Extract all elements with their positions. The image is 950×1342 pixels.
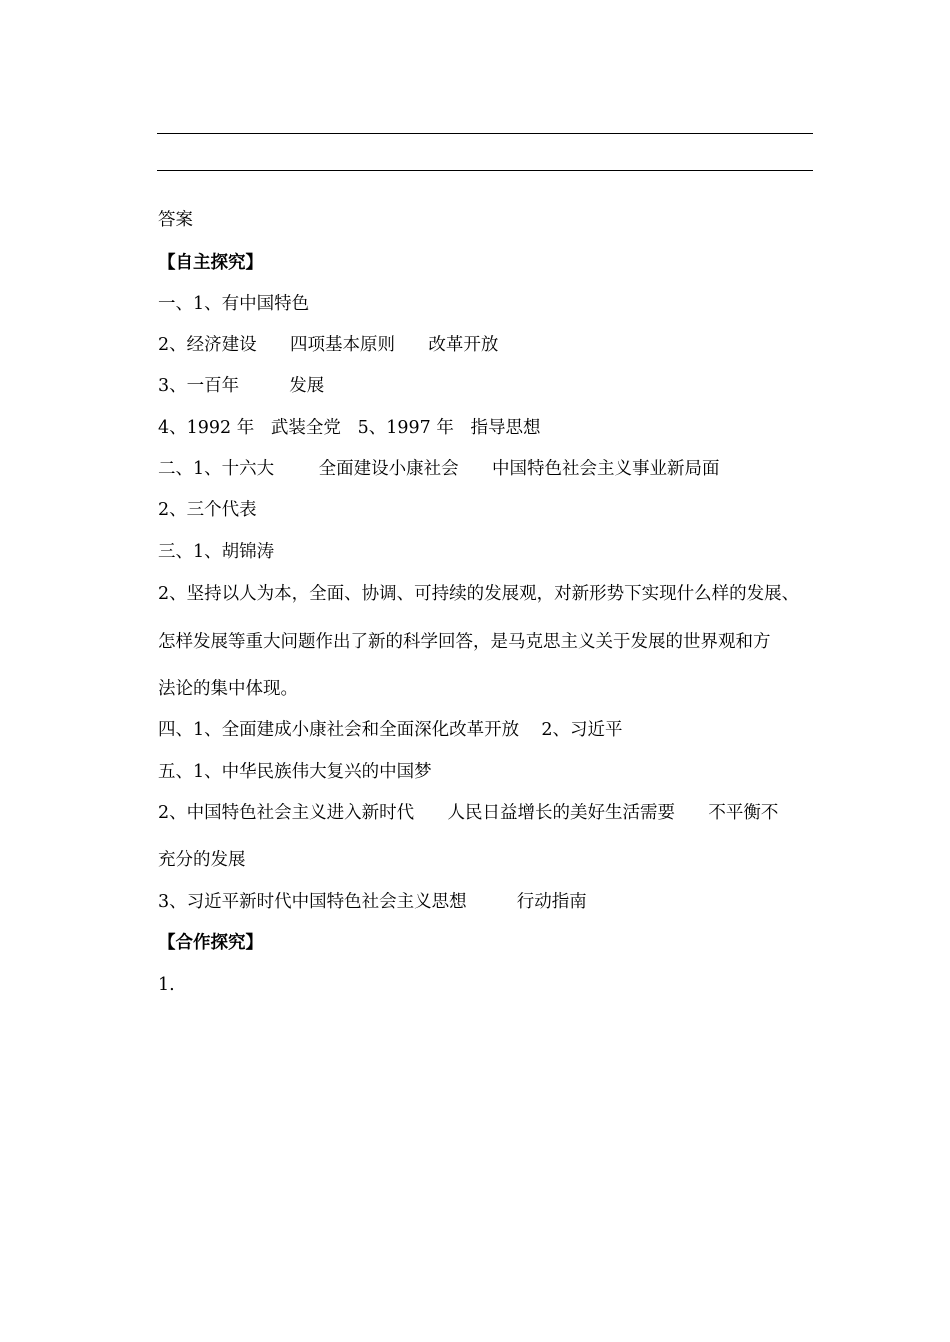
answer-line: 二、1、十六大 全面建设小康社会 中国特色社会主义事业新局面	[158, 459, 720, 479]
answer-line: 一、1、有中国特色	[158, 294, 310, 314]
answer-line: 2、中国特色社会主义进入新时代 人民日益增长的美好生活需要 不平衡不	[158, 803, 779, 823]
blank-answer-line-2	[157, 170, 813, 171]
answer-line: 充分的发展	[158, 850, 246, 870]
answer-line: 法论的集中体现。	[158, 679, 298, 699]
answer-line: 三、1、胡锦涛	[158, 542, 275, 562]
answer-title: 答案	[158, 210, 193, 230]
blank-answer-line-1	[157, 133, 813, 134]
answer-line: 3、习近平新时代中国特色社会主义思想 行动指南	[158, 892, 587, 912]
answer-line: 3、一百年 发展	[158, 376, 325, 396]
answer-line: 2、三个代表	[158, 500, 257, 520]
answer-line: 怎样发展等重大问题作出了新的科学回答，是马克思主义关于发展的世界观和方	[158, 632, 771, 652]
answer-line: 4、1992 年 武装全党 5、1997 年 指导思想	[158, 418, 541, 438]
answer-line: 2、坚持以人为本，全面、协调、可持续的发展观，对新形势下实现什么样的发展、	[158, 584, 800, 604]
answer-line: 五、1、中华民族伟大复兴的中国梦	[158, 762, 432, 782]
answer-line: 2、经济建设 四项基本原则 改革开放	[158, 335, 499, 355]
section-heading-self-study: 【自主探究】	[158, 253, 263, 273]
answer-line: 1.	[158, 975, 175, 995]
section-heading-cooperation: 【合作探究】	[158, 933, 263, 953]
answer-line: 四、1、全面建成小康社会和全面深化改革开放 2、习近平	[158, 720, 623, 740]
